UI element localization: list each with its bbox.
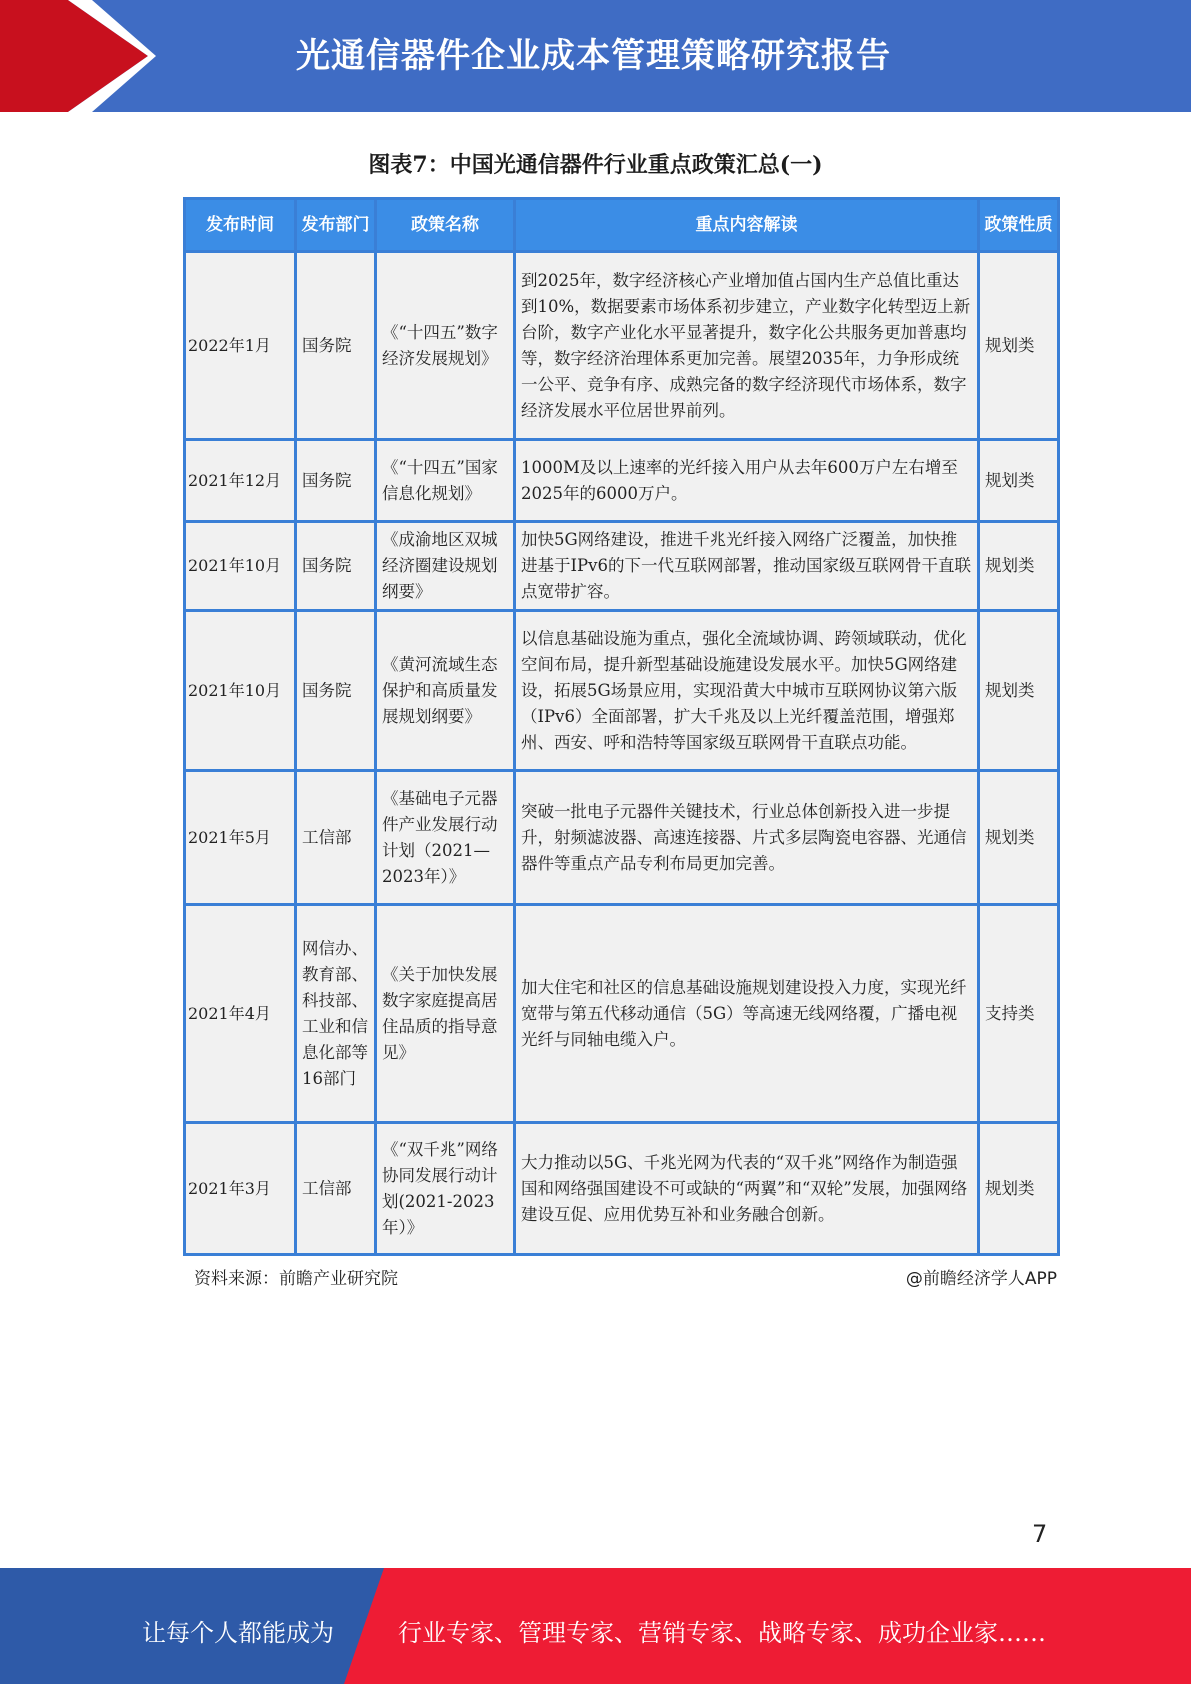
cell-department: 工信部 (296, 1123, 376, 1255)
column-header-date: 发布时间 (185, 199, 296, 252)
page-number: 7 (1032, 1520, 1048, 1548)
cell-nature: 规划类 (979, 440, 1059, 522)
cell-nature: 规划类 (979, 1123, 1059, 1255)
cell-department: 工信部 (296, 771, 376, 905)
cell-date: 2021年5月 (185, 771, 296, 905)
cell-date: 2021年3月 (185, 1123, 296, 1255)
cell-date: 2021年12月 (185, 440, 296, 522)
cell-policy-name: 《“十四五”国家信息化规划》 (376, 440, 515, 522)
column-header-key-content: 重点内容解读 (515, 199, 979, 252)
cell-content: 加快5G网络建设，推进千兆光纤接入网络广泛覆盖，加快推进基于IPv6的下一代互联网部署，推动国家级互联网骨干直联点宽带扩容。 (515, 522, 979, 611)
footer-slogan-right: 行业专家、管理专家、营销专家、战略专家、成功企业家…… (398, 1619, 1046, 1647)
cell-policy-name: 《关于加快发展数字家庭提高居住品质的指导意见》 (376, 905, 515, 1123)
cell-date: 2021年10月 (185, 522, 296, 611)
source-note: 资料来源：前瞻产业研究院 (194, 1269, 398, 1289)
credit-note: @前瞻经济学人APP (905, 1269, 1057, 1289)
cell-date: 2021年10月 (185, 611, 296, 771)
report-header-banner (0, 0, 1191, 112)
column-header-department: 发布部门 (296, 199, 376, 252)
cell-date: 2022年1月 (185, 252, 296, 440)
cell-nature: 规划类 (979, 771, 1059, 905)
table-header-row (185, 199, 1059, 252)
cell-nature: 规划类 (979, 252, 1059, 440)
table-row (185, 440, 1059, 522)
footer-slogan-left: 让每个人都能成为 (142, 1619, 334, 1647)
table-row (185, 905, 1059, 1123)
cell-policy-name: 《成渝地区双城经济圈建设规划纲要》 (376, 522, 515, 611)
cell-nature: 规划类 (979, 611, 1059, 771)
cell-content: 加大住宅和社区的信息基础设施规划建设投入力度，实现光纤宽带与第五代移动通信（5G）等高速无线网络覆，广播电视光纤与同轴电缆入户。 (515, 905, 979, 1123)
cell-policy-name: 《“十四五”数字经济发展规划》 (376, 252, 515, 440)
policy-table (183, 197, 1060, 1256)
footer-banner (0, 1568, 1191, 1684)
cell-department: 网信办、教育部、科技部、工业和信息化部等16部门 (296, 905, 376, 1123)
figure-title: 图表7：中国光通信器件行业重点政策汇总(一) (368, 152, 823, 178)
cell-department: 国务院 (296, 440, 376, 522)
cell-policy-name: 《黄河流域生态保护和高质量发展规划纲要》 (376, 611, 515, 771)
column-header-policy-name: 政策名称 (376, 199, 515, 252)
cell-content: 大力推动以5G、千兆光网为代表的“双千兆”网络作为制造强国和网络强国建设不可或缺的“两翼”和“双轮”发展，加强网络建设互促、应用优势互补和业务融合创新。 (515, 1123, 979, 1255)
cell-content: 以信息基础设施为重点，强化全流域协调、跨领域联动，优化空间布局，提升新型基础设施建设发展水平。加快5G网络建设，拓展5G场景应用，实现沿黄大中城市互联网协议第六版（IPv6）全面部署，扩大千兆及以上光纤覆盖范围，增强郑州、西安、呼和浩特等国家级互联网骨干直联点功能。 (515, 611, 979, 771)
cell-department: 国务院 (296, 252, 376, 440)
cell-policy-name: 《基础电子元器件产业发展行动计划（2021—2023年）》 (376, 771, 515, 905)
table-row (185, 1123, 1059, 1255)
cell-date: 2021年4月 (185, 905, 296, 1123)
cell-department: 国务院 (296, 522, 376, 611)
table-row (185, 522, 1059, 611)
cell-policy-name: 《“双千兆”网络协同发展行动计划(2021-2023年）》 (376, 1123, 515, 1255)
table-row (185, 252, 1059, 440)
column-header-policy-nature: 政策性质 (979, 199, 1059, 252)
cell-nature: 支持类 (979, 905, 1059, 1123)
cell-content: 1000M及以上速率的光纤接入用户从去年600万户左右增至2025年的6000万户。 (515, 440, 979, 522)
cell-nature: 规划类 (979, 522, 1059, 611)
table-row (185, 611, 1059, 771)
cell-department: 国务院 (296, 611, 376, 771)
cell-content: 突破一批电子元器件关键技术，行业总体创新投入进一步提升，射频滤波器、高速连接器、片式多层陶瓷电容器、光通信器件等重点产品专利布局更加完善。 (515, 771, 979, 905)
report-title: 光通信器件企业成本管理策略研究报告 (296, 36, 891, 76)
cell-content: 到2025年，数字经济核心产业增加值占国内生产总值比重达到10%，数据要素市场体系初步建立，产业数字化转型迈上新台阶，数字产业化水平显著提升，数字化公共服务更加普惠均等，数字经济治理体系更加完善。展望2035年，力争形成统一公平、竞争有序、成熟完备的数字经济现代市场体系，数字经济发展水平位居世界前列。 (515, 252, 979, 440)
table-row (185, 771, 1059, 905)
